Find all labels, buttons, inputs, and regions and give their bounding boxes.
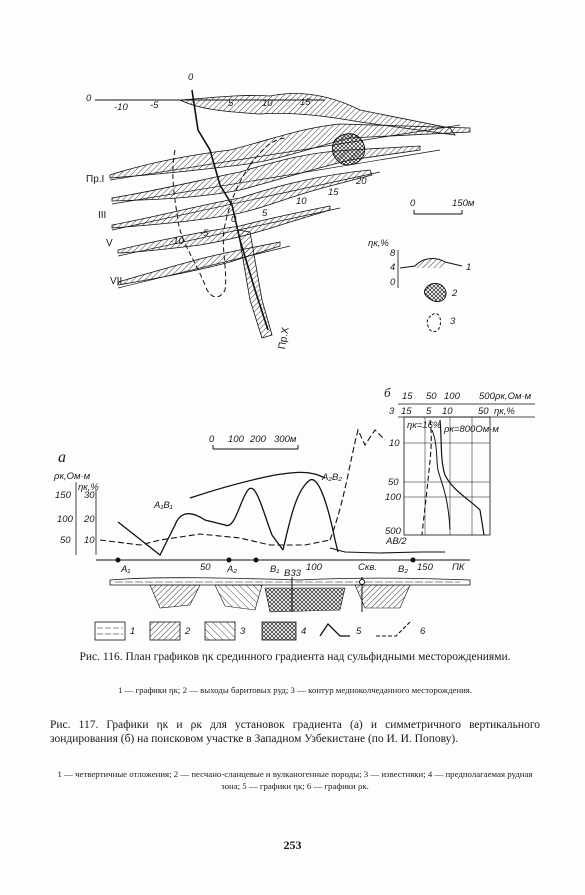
svg-text:100: 100 (444, 391, 460, 402)
fig117-panel-b (384, 385, 535, 547)
point-label: A₁B₁ (154, 500, 173, 511)
legend-contour (427, 313, 440, 331)
svg-text:0: 0 (390, 277, 396, 288)
profile-label: VII (110, 276, 123, 287)
legend-axis: ηк,% (368, 238, 389, 249)
svg-text:Скв.: Скв. (358, 562, 377, 573)
well-label: В33 (284, 568, 301, 579)
b-eta-note: ηк=16% (407, 420, 442, 431)
svg-text:ПК: ПК (452, 562, 465, 573)
svg-text:1: 1 (466, 262, 472, 273)
svg-text:500: 500 (479, 391, 495, 402)
eta-curve (118, 488, 283, 555)
point-label: A₂B₂ (322, 472, 342, 483)
y-label-rho: ρк,Ом·м (54, 471, 91, 482)
ore-zone (265, 588, 345, 612)
fig117-panel-a (53, 430, 470, 612)
y-label-eta: ηк,% (78, 482, 99, 493)
top-tick: -5 (150, 100, 159, 111)
svg-text:10: 10 (84, 535, 95, 546)
mid-tick: 10 (296, 196, 307, 207)
profile-x-label: Пр.X (276, 326, 292, 351)
svg-text:10: 10 (389, 438, 400, 449)
svg-text:A₂: A₂ (227, 564, 237, 575)
low-tick: -5 (200, 228, 209, 239)
svg-text:300м: 300м (274, 434, 297, 445)
top-tick: -10 (114, 102, 128, 113)
sandstone-layer (355, 585, 410, 608)
profile-label: V (106, 238, 113, 249)
svg-text:150: 150 (55, 490, 71, 501)
page-number: 253 (283, 838, 302, 852)
panel-a-label: а (58, 449, 66, 466)
svg-text:A₁: A₁ (121, 564, 131, 575)
legend-barite (424, 283, 446, 301)
mid-tick: 15 (328, 187, 339, 198)
sandstone-layer (150, 585, 200, 608)
svg-text:3: 3 (389, 406, 395, 417)
svg-text:50: 50 (478, 406, 489, 417)
fig116-note: 1 — графики ηк; 2 — выходы баритовых руд; 3 — контур медноколчеданного месторождения. (117, 685, 473, 695)
fig117-caption: Рис. 117. Графики ηк и ρк для установок градиента (а) и симметричного вертикального зондирования (б) на поисковом участке в Западном Узбекистане (по И. И. Попову). (50, 719, 540, 745)
svg-text:100: 100 (306, 562, 322, 573)
fig116-map (86, 72, 475, 350)
scale-end: 150м (452, 198, 475, 209)
rho-curve (330, 430, 385, 540)
svg-text:100: 100 (385, 492, 401, 503)
svg-text:50: 50 (388, 477, 399, 488)
barite-outcrop (332, 134, 364, 165)
svg-text:6: 6 (420, 626, 426, 637)
svg-text:0: 0 (209, 434, 215, 445)
svg-text:2: 2 (452, 288, 458, 299)
low-tick: 5 (262, 208, 268, 219)
svg-text:B₁: B₁ (270, 564, 280, 575)
fig117-note: 1 — четвертичные отложения; 2 — песчано-сланцевые и вулканогенные породы; 3 — известняки; 4 — предполагаемая рудная зона; 5 — графики ηк; 6 — графики ρк. (57, 769, 533, 791)
svg-text:15: 15 (401, 406, 412, 417)
fig116-caption: Рис. 116. План графиков ηк срединного градиента над сульфидными месторождениями. (79, 651, 511, 663)
svg-text:ηк,%: ηк,% (494, 406, 515, 417)
b-rho-note: ρк=800Ом·м (444, 424, 499, 435)
scale-zero: 0 (410, 198, 416, 209)
svg-text:50: 50 (200, 562, 211, 573)
svg-text:15: 15 (402, 391, 413, 402)
axis-zero: 0 (86, 93, 92, 104)
b-eta-curve (440, 420, 484, 535)
svg-text:100: 100 (228, 434, 244, 445)
svg-text:100: 100 (57, 514, 73, 525)
svg-text:20: 20 (84, 514, 95, 525)
svg-text:3: 3 (450, 316, 456, 327)
profile-label: III (98, 210, 107, 221)
svg-text:10: 10 (442, 406, 453, 417)
svg-text:3: 3 (240, 626, 246, 637)
low-tick: 0 (231, 214, 237, 225)
low-tick: -10 (170, 236, 184, 247)
mid-tick: 20 (356, 176, 367, 187)
svg-text:500: 500 (385, 526, 401, 537)
svg-text:5: 5 (356, 626, 362, 637)
profile-label: Пр.I (86, 174, 105, 185)
fig117-legend (95, 622, 426, 640)
panel-b-label: б (384, 385, 391, 400)
svg-text:ρк,Ом·м: ρк,Ом·м (495, 391, 532, 402)
svg-text:50: 50 (60, 535, 71, 546)
svg-text:АВ/2: АВ/2 (386, 536, 407, 547)
limestone-layer (215, 585, 262, 610)
b-rho-curve (422, 420, 431, 535)
svg-text:1: 1 (130, 626, 136, 637)
svg-text:4: 4 (390, 262, 396, 273)
svg-text:B₂: B₂ (398, 564, 408, 575)
svg-text:50: 50 (426, 391, 437, 402)
svg-text:30: 30 (84, 490, 95, 501)
eta-tail (330, 548, 445, 553)
svg-text:4: 4 (301, 626, 307, 637)
svg-text:150: 150 (417, 562, 433, 573)
svg-text:200: 200 (250, 434, 266, 445)
svg-text:8: 8 (390, 248, 396, 259)
eta-curve (283, 480, 338, 552)
svg-text:5: 5 (426, 406, 432, 417)
svg-text:2: 2 (185, 626, 191, 637)
top-zero: 0 (188, 72, 194, 83)
